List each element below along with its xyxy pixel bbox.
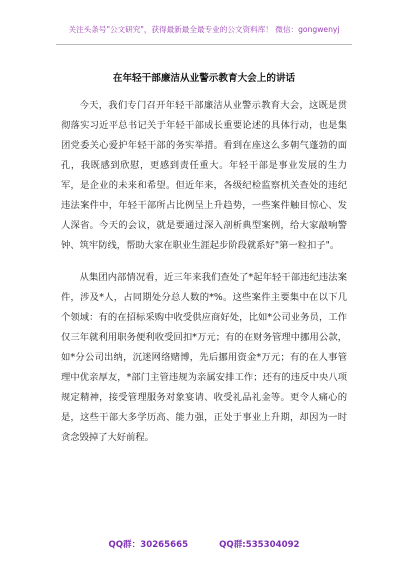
- qq-group-2: QQ群:535304092: [219, 540, 300, 550]
- header-banner: 关注头条号"公文研究"，获得最新最全最专业的公文资料库！ 微信：gongwenyj: [68, 25, 340, 34]
- header-divider: [56, 44, 352, 45]
- document-body: [61, 96, 347, 448]
- paragraph: 今天，我们专门召开年轻干部廉洁从业警示教育大会，这既是贯彻落实习近平总书记关于年轻干部成长重要论述的具体行动，也是集团党委关心爱护年轻干部的务实举措。看到在座这么多朝气蓬勃的面孔，我既感到欣慰，更感到责任重大。年轻干部是事业发展的生力军，是企业的未来和希望。但近年来，各级纪检监察机关查处的违纪违法案件中，年轻干部所占比例呈上升趋势，一些案件触目惊心、发人深省。今天的会议，就是要通过深入剖析典型案例，给大家敲响警钟、筑牢防线，帮助大家在职业生涯起步阶段就系好"第一粒扣子"。: [61, 100, 347, 251]
- paragraph: 从集团内部情况看，近三年来我们查处了*起年轻干部违纪违法案件，涉及*人，占同期处分总人数的*%。这些案件主要集中在以下几个领域：有的在招标采购中收受供应商好处，比如*公司业务员，工作仅三年就利用职务便利收受回扣*万元；有的在财务管理中挪用公款，如*分公司出纳，沉迷网络赌博，先后挪用资金*万元；有的在人事管理中优亲厚友，*部门主管违规为亲属安排工作；还有的违反中央八项规定精神，接受管理服务对象宴请、收受礼品礼金等。更令人痛心的是，这些干部大多学历高、能力强，正处于事业上升期，却因为一时贪念毁掉了大好前程。: [61, 272, 347, 443]
- footer: [0, 538, 408, 550]
- qq-group-1: QQ群：30265665: [108, 540, 189, 550]
- document-title: 在年轻干部廉洁从业警示教育大会上的讲话: [112, 73, 296, 84]
